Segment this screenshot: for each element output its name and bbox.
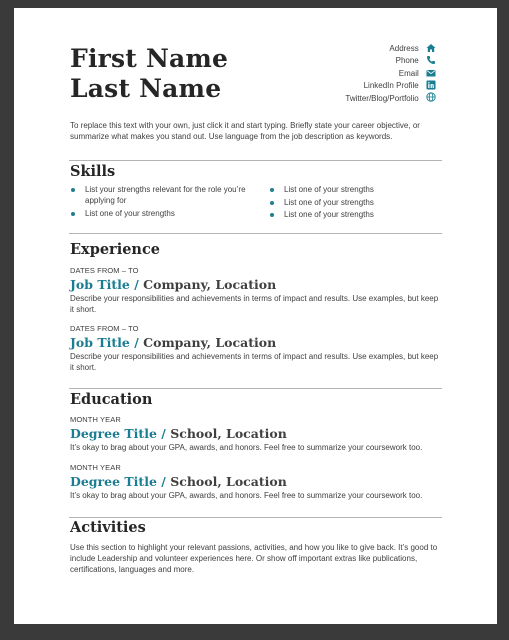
contact-address-label: Address xyxy=(389,44,419,53)
title-separator: / xyxy=(129,277,144,292)
title-separator: / xyxy=(129,335,144,350)
experience-heading[interactable]: Experience xyxy=(70,241,161,258)
entry-dates[interactable]: DATES FROM – TO xyxy=(70,324,139,333)
company-location: Company, Location xyxy=(143,335,277,350)
skill-item[interactable]: List one of your strengths xyxy=(269,197,444,208)
section-divider xyxy=(69,388,442,389)
contact-address[interactable] xyxy=(345,43,436,55)
skills-column-2 xyxy=(269,184,444,222)
bullet-icon xyxy=(270,188,274,192)
job-title: Job Title xyxy=(70,335,130,350)
linkedin-icon xyxy=(426,80,436,90)
title-separator: / xyxy=(156,426,171,441)
contact-email-label: Email xyxy=(398,68,419,78)
contact-linkedin-label: LinkedIn Profile xyxy=(363,81,419,91)
contact-website-label: Twitter/Blog/Portfolio xyxy=(345,93,419,103)
experience-entry xyxy=(70,324,444,373)
entry-date[interactable]: MONTH YEAR xyxy=(70,463,121,472)
contact-phone[interactable] xyxy=(345,55,436,67)
education-entry xyxy=(70,415,444,453)
entry-title[interactable] xyxy=(70,276,444,293)
resume-page xyxy=(14,8,497,624)
education-entry xyxy=(70,463,444,501)
job-title: Job Title xyxy=(70,277,130,292)
section-divider xyxy=(69,160,442,161)
phone-icon xyxy=(426,55,436,65)
education-heading[interactable]: Education xyxy=(70,391,153,408)
entry-description[interactable]: Describe your responsibilities and achievements in terms of impact and results. Use examples, but keep it short. xyxy=(70,294,439,314)
last-name[interactable]: Last Name xyxy=(70,74,222,103)
bullet-icon xyxy=(71,212,75,216)
skill-item[interactable]: List one of your strengths xyxy=(269,184,444,195)
bullet-icon xyxy=(71,188,75,192)
globe-icon xyxy=(426,92,436,102)
section-divider xyxy=(69,233,442,234)
skill-item[interactable]: List your strengths relevant for the role you’re applying for xyxy=(70,184,260,206)
entry-dates[interactable]: DATES FROM – TO xyxy=(70,266,139,275)
activities-description[interactable]: Use this section to highlight your relevant passions, activities, and how you like to give back. It’s good to include Leadership and volunteer experiences here. Or show off important extras like publications, certifications, languages and more. xyxy=(70,543,438,574)
bullet-icon xyxy=(270,201,274,205)
school-location: School, Location xyxy=(170,426,287,441)
entry-title[interactable] xyxy=(70,334,444,351)
skill-item[interactable]: List one of your strengths xyxy=(269,209,444,220)
entry-title[interactable] xyxy=(70,425,444,442)
company-location: Company, Location xyxy=(143,277,277,292)
entry-description[interactable]: Describe your responsibilities and achievements in terms of impact and results. Use examples, but keep it short. xyxy=(70,352,439,372)
degree-title: Degree Title xyxy=(70,474,157,489)
entry-title[interactable] xyxy=(70,473,444,490)
email-icon xyxy=(426,68,436,78)
skills-heading[interactable]: Skills xyxy=(70,163,116,180)
contact-info xyxy=(345,43,436,105)
entry-date[interactable]: MONTH YEAR xyxy=(70,415,121,424)
home-icon xyxy=(426,43,436,53)
skill-item[interactable]: List one of your strengths xyxy=(70,208,260,219)
first-name[interactable]: First Name xyxy=(70,44,229,73)
contact-website[interactable] xyxy=(345,93,436,105)
skills-column-1 xyxy=(70,184,260,220)
bullet-icon xyxy=(270,213,274,217)
title-separator: / xyxy=(156,474,171,489)
contact-linkedin[interactable] xyxy=(345,80,436,92)
activities-heading[interactable]: Activities xyxy=(70,519,146,536)
experience-entry xyxy=(70,266,444,315)
contact-email[interactable] xyxy=(345,68,436,80)
contact-phone-label: Phone xyxy=(395,56,419,66)
intro-paragraph[interactable]: To replace this text with your own, just click it and start typing. Briefly state your career objective, or summarize what makes you stand out. Use language from the job description as keywords. xyxy=(70,121,420,141)
entry-description[interactable]: It’s okay to brag about your GPA, awards, and honors. Feel free to summarize your coursework too. xyxy=(70,443,423,452)
candidate-name[interactable] xyxy=(70,44,228,104)
entry-description[interactable]: It’s okay to brag about your GPA, awards, and honors. Feel free to summarize your coursework too. xyxy=(70,491,423,500)
section-divider xyxy=(69,517,442,518)
school-location: School, Location xyxy=(170,474,287,489)
degree-title: Degree Title xyxy=(70,426,157,441)
